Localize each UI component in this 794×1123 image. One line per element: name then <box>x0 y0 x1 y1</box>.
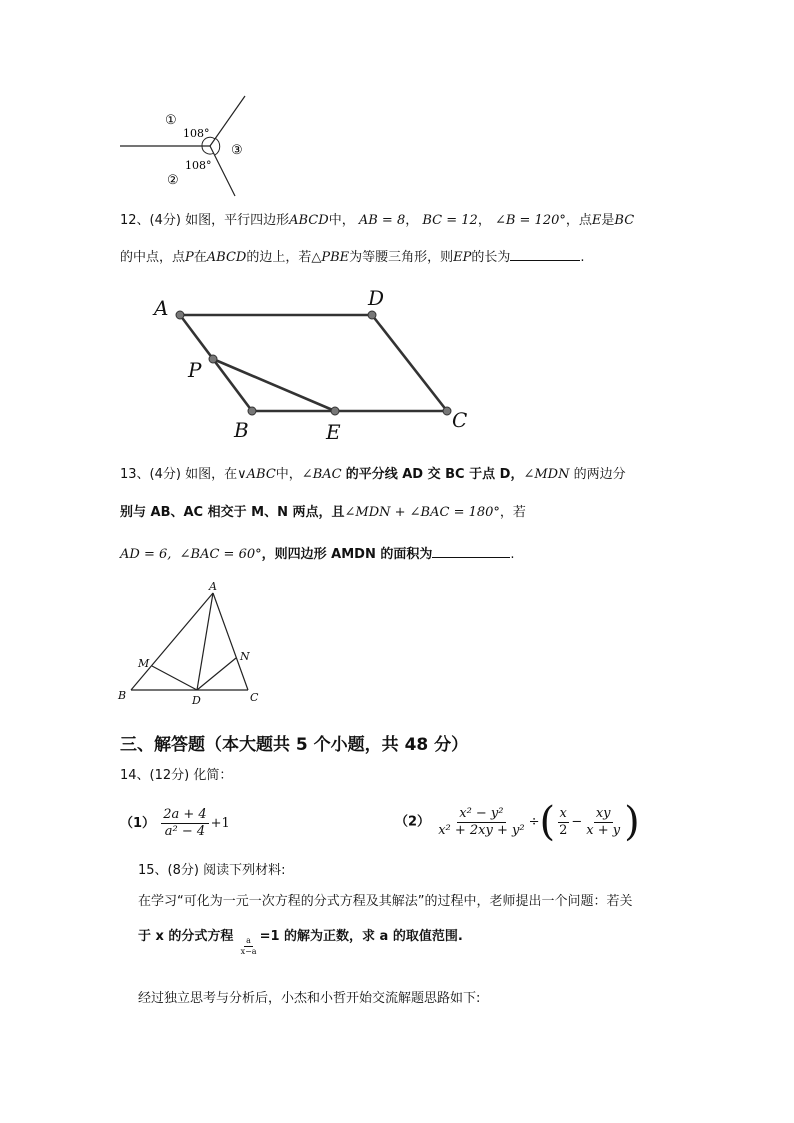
q12-line2 <box>120 248 585 267</box>
side-dc <box>372 315 447 411</box>
numerator: a <box>246 936 251 945</box>
bisector-ad <box>197 593 213 690</box>
fraction <box>557 806 569 839</box>
q15-para3: 经过独立思考与分析后，小杰和小哲开始交流解题思路如下: <box>138 991 481 1006</box>
q12-ep: EP <box>453 250 472 265</box>
point-p <box>209 355 217 363</box>
q12-p: P <box>185 250 194 265</box>
triangle-figure <box>112 580 272 710</box>
q12-number: 12、(4分) <box>120 213 181 228</box>
small-fraction <box>241 936 257 957</box>
q12-period: . <box>580 250 585 265</box>
label-d: D <box>192 694 201 707</box>
q12-bc: BC = 12 <box>422 213 478 228</box>
q12-bc-seg: BC <box>614 213 635 228</box>
divide-sign: ÷ <box>528 814 540 830</box>
q13-line2 <box>120 504 526 522</box>
q12-abcd: ABCD <box>289 213 329 228</box>
point-a <box>176 311 184 319</box>
q13-bac60: ∠BAC = 60° <box>179 547 262 562</box>
q14-part2 <box>395 800 640 845</box>
q14-part1 <box>120 806 230 842</box>
q15-para2 <box>138 924 463 956</box>
minus-sign: − <box>571 814 583 830</box>
angle-bottom-label: 108° <box>185 159 212 172</box>
denominator: x² + 2xy + y² <box>438 822 525 838</box>
part-label: （1） <box>120 816 156 831</box>
q12-text: 中， <box>328 213 355 228</box>
q15-para1: 在学习“可化为一元一次方程的分式方程及其解法”的过程中，老师提出一个问题：若关 <box>138 894 633 909</box>
label-p: P <box>188 358 202 382</box>
denominator: x−a <box>240 947 257 956</box>
q12-angle-b: ∠B = 120° <box>494 213 566 228</box>
right-paren: ) <box>624 799 640 845</box>
label-b: B <box>234 418 249 442</box>
q13-text: 的两边分 <box>573 467 626 482</box>
label-c: C <box>452 408 468 432</box>
q13-ad: AD = 6, <box>120 547 172 562</box>
q13-mdn: ∠MDN <box>523 467 570 482</box>
fraction <box>584 806 622 839</box>
q13-sum: ∠MDN + ∠BAC = 180° <box>344 505 500 520</box>
q14-header: 14、(12分) 化简： <box>120 768 233 783</box>
point-c <box>443 407 451 415</box>
point-d <box>368 311 376 319</box>
label-b: B <box>118 689 127 702</box>
side-ab <box>131 593 213 690</box>
label-3: ③ <box>231 143 243 158</box>
angle-figure <box>115 90 265 200</box>
q12-pbe: PBE <box>321 250 350 265</box>
numerator: x² − y² <box>459 805 504 821</box>
q12-text: 的边上，若△ <box>246 250 322 265</box>
q12-line1: 12、(4分) 如图，平行四边形ABCD中， AB = 8， BC = 12， ∠B = 120°，点E是BC <box>120 213 635 228</box>
label-e: E <box>326 420 341 444</box>
point-e <box>331 407 339 415</box>
q13-text: 的平分线 AD 交 BC 于点 D， <box>345 467 524 482</box>
q12-text: 的中点，点 <box>120 250 186 265</box>
section-title: 三、解答题（本大题共 5 个小题，共 48 分） <box>120 735 469 755</box>
label-n: N <box>240 650 250 663</box>
label-c: C <box>250 691 259 704</box>
answer-blank <box>432 545 510 558</box>
label-a: A <box>154 296 169 320</box>
q12-text: 的长为 <box>471 250 511 265</box>
q13-line1 <box>120 466 626 484</box>
q12-text: 是 <box>601 213 615 228</box>
denominator: a² − 4 <box>164 824 206 839</box>
q12-text: 在 <box>193 250 207 265</box>
q12-ab: AB = 8 <box>358 213 406 228</box>
plus-one: +1 <box>210 816 230 831</box>
q12-text: ，点 <box>565 213 592 228</box>
segment-dn <box>197 658 236 690</box>
fraction <box>161 807 208 840</box>
label-a: A <box>209 580 217 593</box>
part-label: （2） <box>395 814 431 830</box>
answer-blank <box>510 248 580 261</box>
segment-dm <box>152 666 197 690</box>
label-1: ① <box>165 113 177 128</box>
label-d: D <box>368 286 385 310</box>
q13-text: 中， <box>275 467 302 482</box>
label-2: ② <box>167 173 179 188</box>
q12-text: 为等腰三角形，则 <box>349 250 454 265</box>
denominator: x + y <box>586 822 621 838</box>
angle-top-label: 108° <box>183 127 210 140</box>
q12-e: E <box>591 213 602 228</box>
q13-text: ，则四边形 AMDN 的面积为 <box>261 547 433 562</box>
q12-text: 如图，平行四边形 <box>185 213 290 228</box>
q13-number: 13、(4分) <box>120 467 181 482</box>
q13-text: ，若 <box>499 505 526 520</box>
q13-text: 别与 AB、AC 相交于 M、N 两点，且 <box>120 505 345 520</box>
numerator: 2a + 4 <box>163 807 207 822</box>
label-m: M <box>138 657 150 670</box>
q13-bac: ∠BAC <box>301 467 342 482</box>
point-b <box>248 407 256 415</box>
fraction <box>436 806 526 839</box>
q15-text: =1 的解为正数，求 a 的取值范围. <box>259 929 463 944</box>
q15-header: 15、(8分) 阅读下列材料: <box>138 863 286 878</box>
numerator: xy <box>595 805 611 821</box>
numerator: x <box>559 805 567 821</box>
angle-arc-right <box>215 138 220 155</box>
q13-triangle: ∨ABC <box>237 467 276 482</box>
denominator: 2 <box>559 822 568 838</box>
q12-abcd-2: ABCD <box>206 250 247 265</box>
left-paren: ( <box>539 799 556 845</box>
q13-text: 如图，在 <box>185 467 238 482</box>
q13-period: . <box>510 547 515 562</box>
q15-text: 于 x 的分式方程 <box>138 929 234 944</box>
side-ac <box>213 593 248 690</box>
q13-line3 <box>120 545 515 564</box>
parallelogram-figure <box>150 285 490 445</box>
